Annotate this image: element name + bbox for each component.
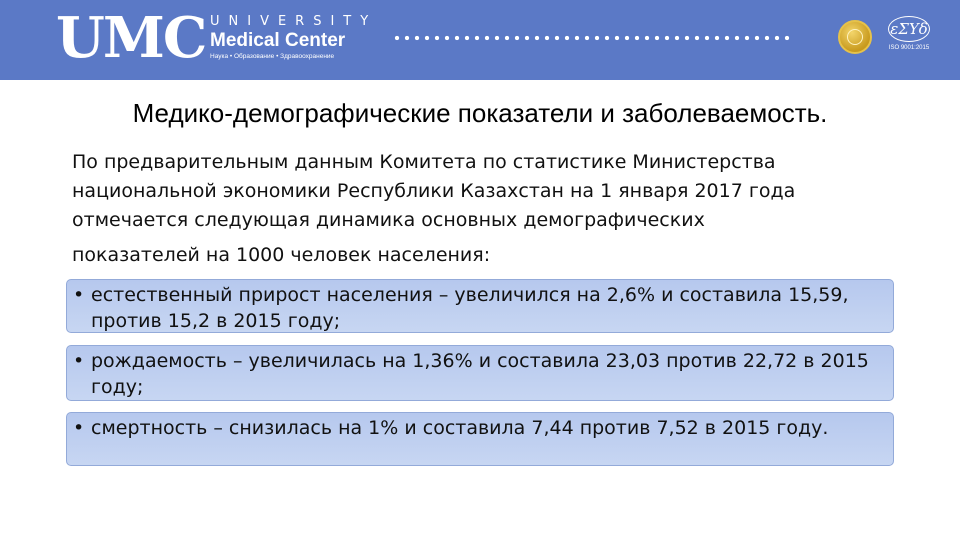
bullet-text: смертность – снизилась на 1% и составила 7,44 против 7,52 в 2015 году. — [91, 417, 829, 439]
logo-medical-center: Medical Center — [210, 30, 346, 51]
intro-paragraph — [72, 148, 892, 270]
intro-line: По предварительным данным Комитета по статистике Министерства — [72, 151, 776, 173]
bullet-box-natural-growth — [66, 279, 894, 333]
logo-tagline: Наука • Образование • Здравоохранение — [210, 53, 335, 60]
slide-title: Медико-демографические показатели и заболеваемость. — [132, 98, 828, 128]
intro-line: показателей на 1000 человек населения: — [72, 244, 491, 266]
bullet-box-birth-rate — [66, 345, 894, 401]
bullet-text: естественный прирост населения – увеличился на 2,6% и составила 15,59, против 15,2 в 2015 году; — [91, 284, 849, 332]
bullet-marker: • — [73, 417, 85, 439]
bullet-item — [67, 282, 895, 334]
bullet-box-mortality — [66, 412, 894, 466]
gold-medal-icon — [838, 20, 872, 54]
intro-line: национальной экономики Республики Казахстан на 1 января 2017 года — [72, 180, 796, 202]
medal-inner-ring — [847, 29, 863, 45]
bullet-item — [67, 348, 895, 400]
bullet-marker: • — [73, 350, 85, 372]
logo-text-block — [210, 14, 377, 61]
intro-line: отмечается следующая динамика основных демографических — [72, 209, 705, 231]
bullet-marker: • — [73, 284, 85, 306]
header-bar — [0, 0, 960, 80]
dotted-divider — [392, 34, 792, 42]
bullet-item — [67, 415, 895, 441]
certification-badge — [884, 16, 934, 60]
certification-code: ISO 9001:2015 — [888, 45, 930, 51]
certification-logo-icon: εΣΥδ — [888, 16, 930, 42]
logo-university: UNIVERSITY — [210, 14, 378, 29]
bullet-text: рождаемость – увеличилась на 1,36% и составила 23,03 против 22,72 в 2015 году; — [91, 350, 869, 398]
umc-logo: UMC — [56, 5, 206, 71]
